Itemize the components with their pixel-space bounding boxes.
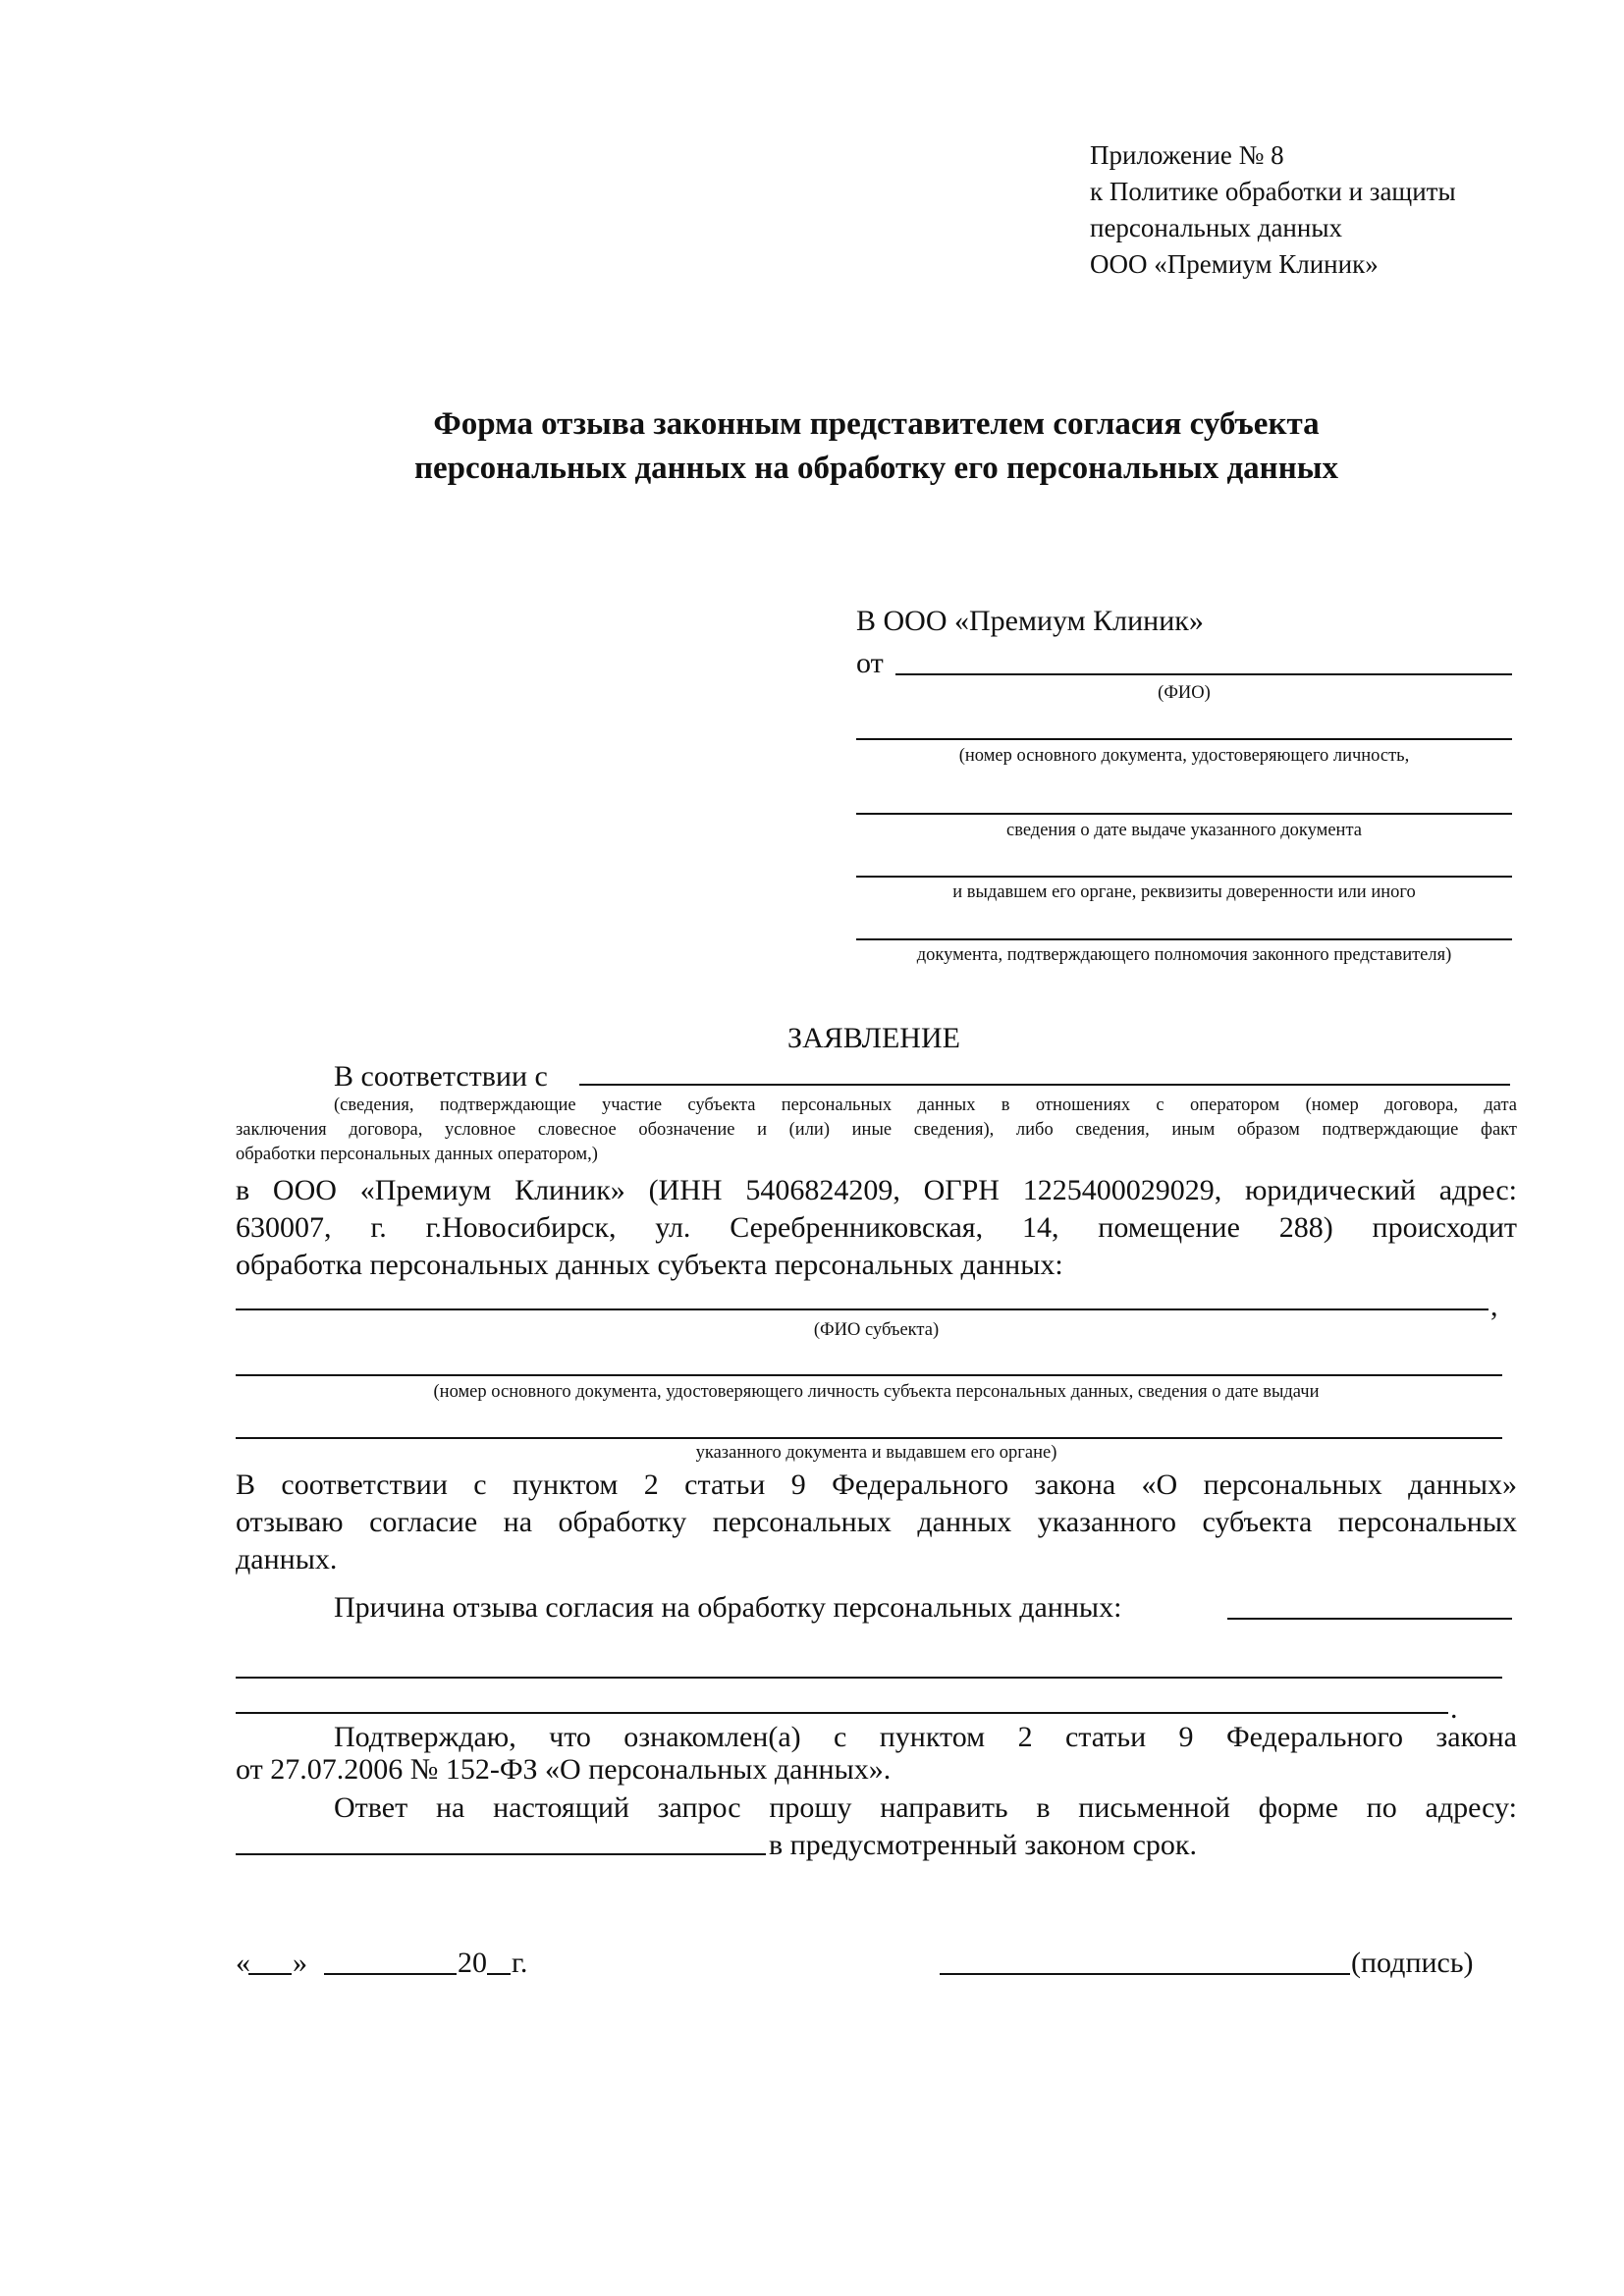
answer-line: Ответ на настоящий запрос прошу направить в письменной форме по адресу: (334, 1791, 1517, 1824)
field-caption: документа, подтверждающего полномочия законного представителя) (916, 945, 1452, 965)
paragraph-line: от 27.07.2006 № 152-ФЗ «О персональных данных». (236, 1753, 892, 1786)
paragraph-line: В соответствии с пунктом 2 статьи 9 Федерального закона «О персональных данных» (236, 1468, 1517, 1501)
year-prefix: 20 (458, 1947, 487, 1979)
reason-field-line2[interactable] (236, 1677, 1502, 1679)
field-caption: и выдавшем его органе, реквизиты доверенности или иного (952, 882, 1416, 902)
appendix-line: к Политике обработки и защиты (1090, 177, 1456, 206)
issuer-field[interactable] (856, 876, 1512, 878)
subject-issuer-field[interactable] (236, 1437, 1502, 1439)
paragraph-line: в ООО «Премиум Клиник» (ИНН 5406824209, ОГРН 1225400029029, юридический адрес: (236, 1174, 1517, 1206)
authority-document-field[interactable] (856, 938, 1512, 940)
subject-fio-caption: (ФИО субъекта) (813, 1320, 940, 1340)
paragraph-line: обработка персональных данных субъекта персональных данных: (236, 1249, 1063, 1281)
title-line: Форма отзыва законным представителем согласия субъекта (433, 406, 1320, 442)
signature-label: (подпись) (1351, 1947, 1474, 1979)
subject-document-caption: (номер основного документа, удостоверяющего личность субъекта персональных данных, сведения о дате выдачи (433, 1382, 1320, 1402)
relationship-field[interactable] (579, 1084, 1510, 1086)
fio-caption: (ФИО) (1158, 683, 1211, 703)
subject-document-field[interactable] (236, 1374, 1502, 1376)
according-label: В соответствии с (334, 1060, 548, 1093)
reason-label: Причина отзыва согласия на обработку персональных данных: (334, 1591, 1122, 1624)
statement-heading: ЗАЯВЛЕНИЕ (787, 1022, 960, 1054)
from-label: от (856, 647, 884, 679)
document-title (236, 402, 1517, 491)
year-suffix: г. (512, 1947, 528, 1979)
year-field[interactable] (487, 1973, 511, 1975)
paragraph-line: данных. (236, 1543, 338, 1575)
note-line: заключения договора, условное словесное обозначение и (или) иные сведения), либо сведения, иным образом подтверждающие факт (236, 1120, 1517, 1140)
reason-field-line3[interactable] (236, 1712, 1448, 1714)
day-field[interactable] (248, 1973, 292, 1975)
paragraph-line: Подтверждаю, что ознакомлен(а) с пунктом 2 статьи 9 Федерального закона (334, 1721, 1517, 1753)
month-field[interactable] (324, 1973, 457, 1975)
recipient-to: В ООО «Премиум Клиник» (856, 605, 1204, 637)
answer-address-field[interactable] (236, 1853, 766, 1855)
title-line: персональных данных на обработку его персональных данных (414, 451, 1338, 486)
subject-issuer-caption: указанного документа и выдавшем его органе) (695, 1443, 1057, 1463)
id-document-field[interactable] (856, 738, 1512, 740)
appendix-line: ООО «Премиум Клиник» (1090, 249, 1379, 279)
issue-date-field[interactable] (856, 813, 1512, 815)
signature-field[interactable] (940, 1973, 1350, 1975)
appendix-line: персональных данных (1090, 213, 1342, 242)
paragraph-line: 630007, г. г.Новосибирск, ул. Серебренниковская, 14, помещение 288) происходит (236, 1211, 1517, 1244)
appendix-block (1090, 137, 1456, 283)
reason-period: . (1450, 1692, 1458, 1725)
note-line: (сведения, подтверждающие участие субъекта персональных данных в отношениях с оператором (номер договора, дата (334, 1095, 1517, 1115)
from-fio-field[interactable] (895, 673, 1512, 675)
reason-field[interactable] (1227, 1618, 1512, 1620)
subject-comma: , (1490, 1290, 1498, 1322)
paragraph-line: отзываю согласие на обработку персональных данных указанного субъекта персональных (236, 1506, 1517, 1538)
date-close-quote: » (293, 1947, 307, 1979)
note-line: обработки персональных данных оператором,) (236, 1145, 598, 1164)
date-open-quote: « (236, 1947, 250, 1979)
subject-fio-field[interactable] (236, 1308, 1489, 1310)
answer-tail: в предусмотренный законом срок. (769, 1829, 1197, 1861)
appendix-line: Приложение № 8 (1090, 140, 1284, 170)
field-caption: сведения о дате выдаче указанного документа (1006, 821, 1362, 840)
field-caption: (номер основного документа, удостоверяющего личность, (958, 746, 1410, 766)
